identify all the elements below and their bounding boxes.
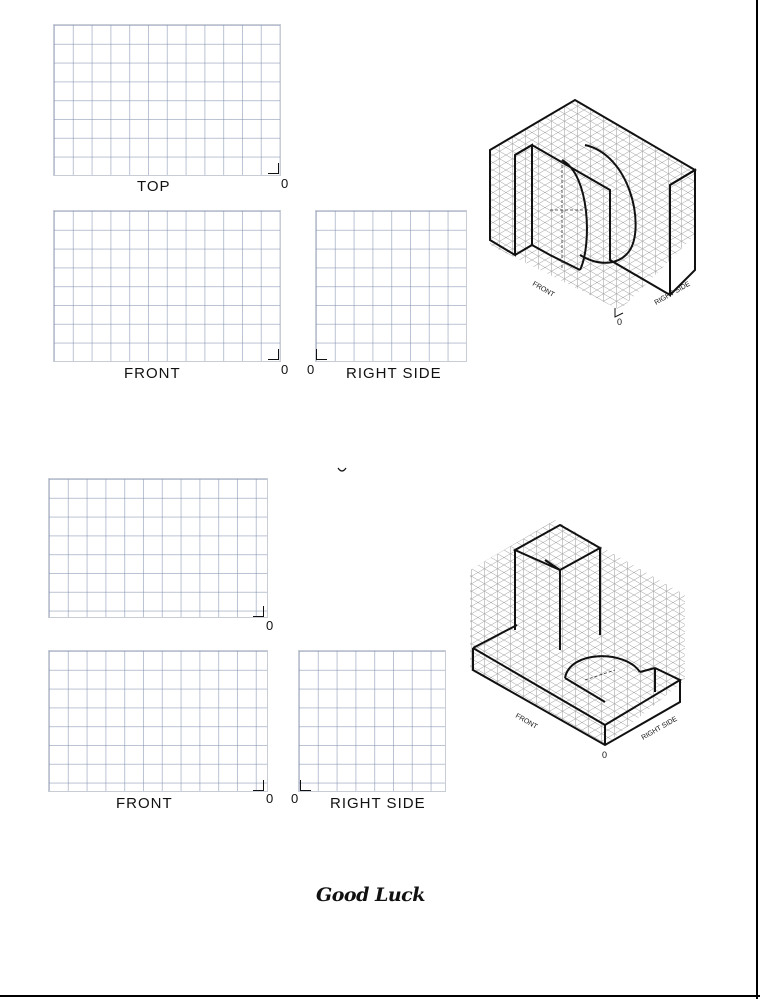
- origin-zero: 0: [307, 362, 315, 377]
- front-view-grid[interactable]: [48, 650, 268, 792]
- iso-right-side-axis-label: RIGHT SIDE: [653, 280, 692, 307]
- origin-corner-mark: [253, 606, 264, 617]
- iso-origin-zero: 0: [617, 317, 623, 327]
- iso-origin-zero: 0: [602, 750, 608, 760]
- top-view-grid[interactable]: [48, 478, 268, 618]
- right-side-view-label: RIGHT SIDE: [346, 365, 442, 382]
- page-border-bottom: [0, 995, 760, 997]
- front-view-label: FRONT: [116, 795, 173, 812]
- cropped-mark: [336, 466, 348, 474]
- origin-zero: 0: [281, 362, 289, 377]
- isometric-object-1: [480, 95, 710, 335]
- right-side-view-grid[interactable]: [315, 210, 467, 362]
- origin-zero: 0: [291, 791, 299, 806]
- iso-right-side-axis-label: RIGHT SIDE: [640, 715, 679, 742]
- top-view-grid[interactable]: [53, 24, 281, 176]
- iso-front-axis-label: FRONT: [514, 712, 539, 731]
- origin-corner-mark: [316, 349, 327, 360]
- page-border-right: [756, 0, 758, 999]
- top-view-label: TOP: [137, 178, 171, 195]
- right-side-view-label: RIGHT SIDE: [330, 795, 426, 812]
- origin-corner-mark: [300, 780, 311, 791]
- isometric-object-2: [465, 520, 695, 760]
- origin-corner-mark: [253, 780, 264, 791]
- origin-corner-mark: [268, 349, 279, 360]
- origin-zero: 0: [266, 618, 274, 633]
- origin-zero: 0: [266, 791, 274, 806]
- origin-corner-mark: [268, 163, 279, 174]
- right-side-view-grid[interactable]: [298, 650, 446, 792]
- front-view-grid[interactable]: [53, 210, 281, 362]
- good-luck-signature: Good Luck: [316, 884, 425, 906]
- origin-zero: 0: [281, 176, 289, 191]
- iso-front-axis-label: FRONT: [531, 280, 556, 299]
- front-view-label: FRONT: [124, 365, 181, 382]
